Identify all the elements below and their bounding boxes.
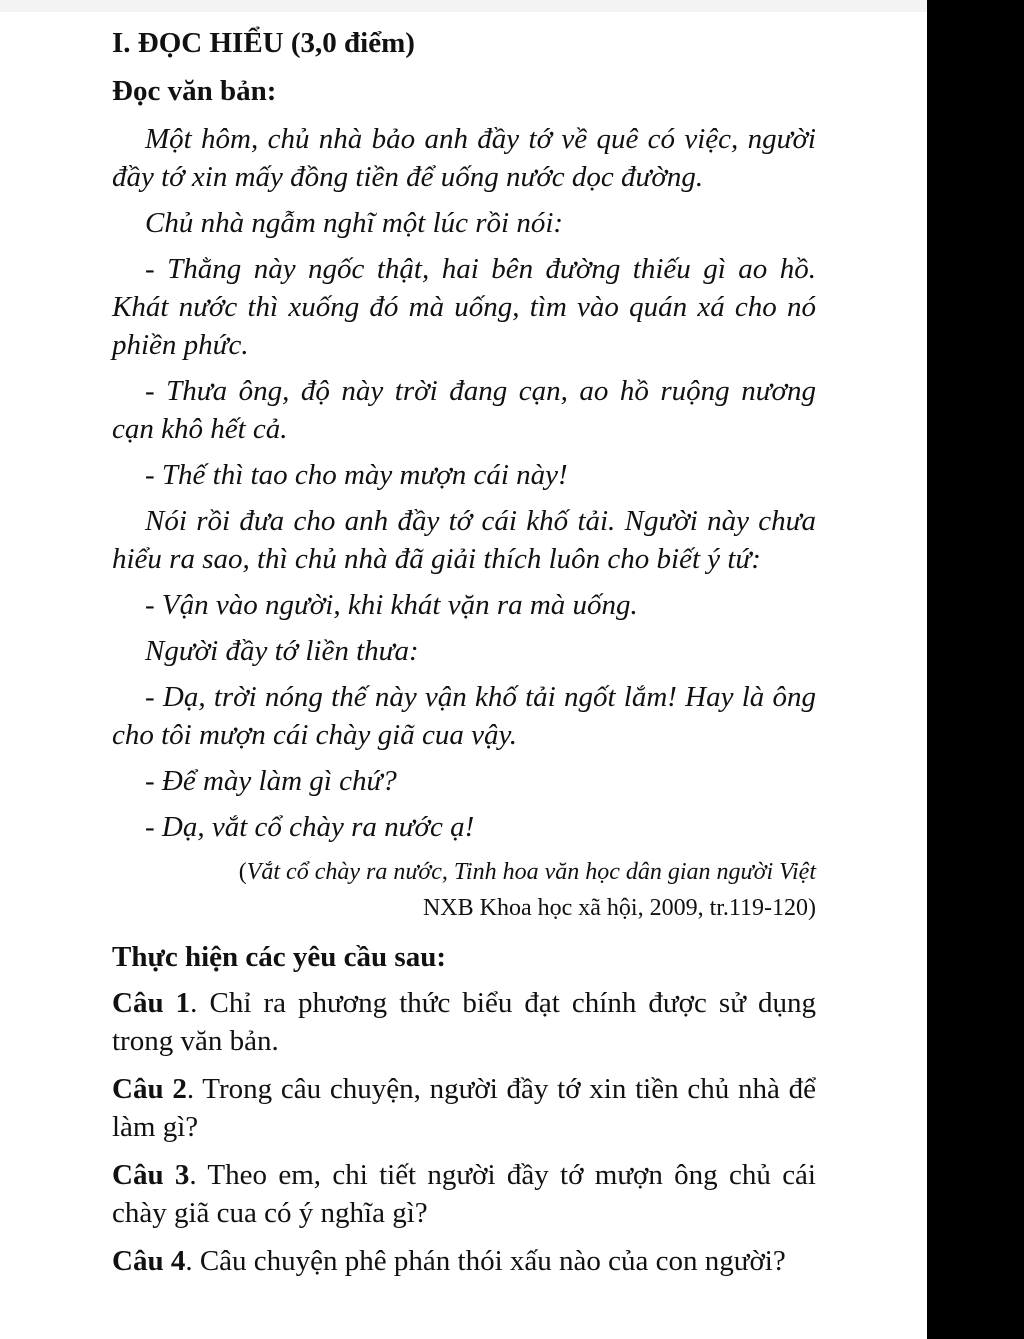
source-open-paren: ( <box>238 859 247 885</box>
tasks-heading: Thực hiện các yêu cầu sau: <box>112 941 446 973</box>
story-paragraph: Một hôm, chủ nhà bảo anh đầy tớ về quê có việc, người đầy tớ xin mấy đồng tiền để uống nước dọc đường. <box>112 123 816 193</box>
question-item <box>112 1070 816 1146</box>
question-item <box>112 1156 816 1232</box>
question-label: Câu 2 <box>112 1073 187 1105</box>
story-paragraph: - Thưa ông, độ này trời đang cạn, ao hồ ruộng nương cạn khô hết cả. <box>112 375 816 445</box>
question-item <box>112 984 816 1060</box>
story-paragraph: - Để mày làm gì chứ? <box>145 765 397 797</box>
story-paragraph: - Dạ, trời nóng thế này vận khố tải ngốt lắm! Hay là ông cho tôi mượn cái chày giã cua vậy. <box>112 681 816 751</box>
question-text: . Trong câu chuyện, người đầy tớ xin tiền chủ nhà để làm gì? <box>112 1073 816 1143</box>
question-text: . Chỉ ra phương thức biểu đạt chính được sử dụng trong văn bản. <box>112 987 817 1057</box>
source-line-1 <box>112 854 816 890</box>
story-paragraph: - Dạ, vắt cổ chày ra nước ạ! <box>145 811 475 843</box>
top-bar <box>0 0 927 12</box>
source-title: Vắt cổ chày ra nước, Tinh hoa văn học dân gian người Việt <box>246 859 816 885</box>
question-item <box>112 1242 816 1280</box>
story-paragraph: - Thằng này ngốc thật, hai bên đường thiếu gì ao hồ. Khát nước thì xuống đó mà uống, tìm vào quán xá cho nó phiền phức. <box>112 253 816 361</box>
story-paragraph: - Thế thì tao cho mày mượn cái này! <box>145 459 568 491</box>
source-citation <box>112 854 816 926</box>
section-title: I. ĐỌC HIỂU (3,0 điểm) <box>112 27 415 59</box>
document-content <box>112 24 816 1290</box>
story-paragraph: Người đầy tớ liền thưa: <box>145 635 419 667</box>
story-paragraph: Nói rồi đưa cho anh đầy tớ cái khố tải. Người này chưa hiểu ra sao, thì chủ nhà đã giải thích luôn cho biết ý tứ: <box>112 505 816 575</box>
story-paragraph: - Vận vào người, khi khát vặn ra mà uống. <box>145 589 638 621</box>
question-label: Câu 3 <box>112 1159 190 1191</box>
story-paragraph: Chủ nhà ngẫm nghĩ một lúc rồi nói: <box>145 207 564 239</box>
question-label: Câu 4 <box>112 1245 186 1277</box>
question-label: Câu 1 <box>112 987 191 1019</box>
question-text: . Theo em, chi tiết người đầy tớ mượn ông chủ cái chày giã cua có ý nghĩa gì? <box>112 1159 816 1229</box>
source-line-2: NXB Khoa học xã hội, 2009, tr.119-120) <box>422 895 816 921</box>
question-text: . Câu chuyện phê phán thói xấu nào của con người? <box>185 1245 786 1277</box>
read-label: Đọc văn bản: <box>112 75 277 107</box>
story-text <box>112 120 816 846</box>
